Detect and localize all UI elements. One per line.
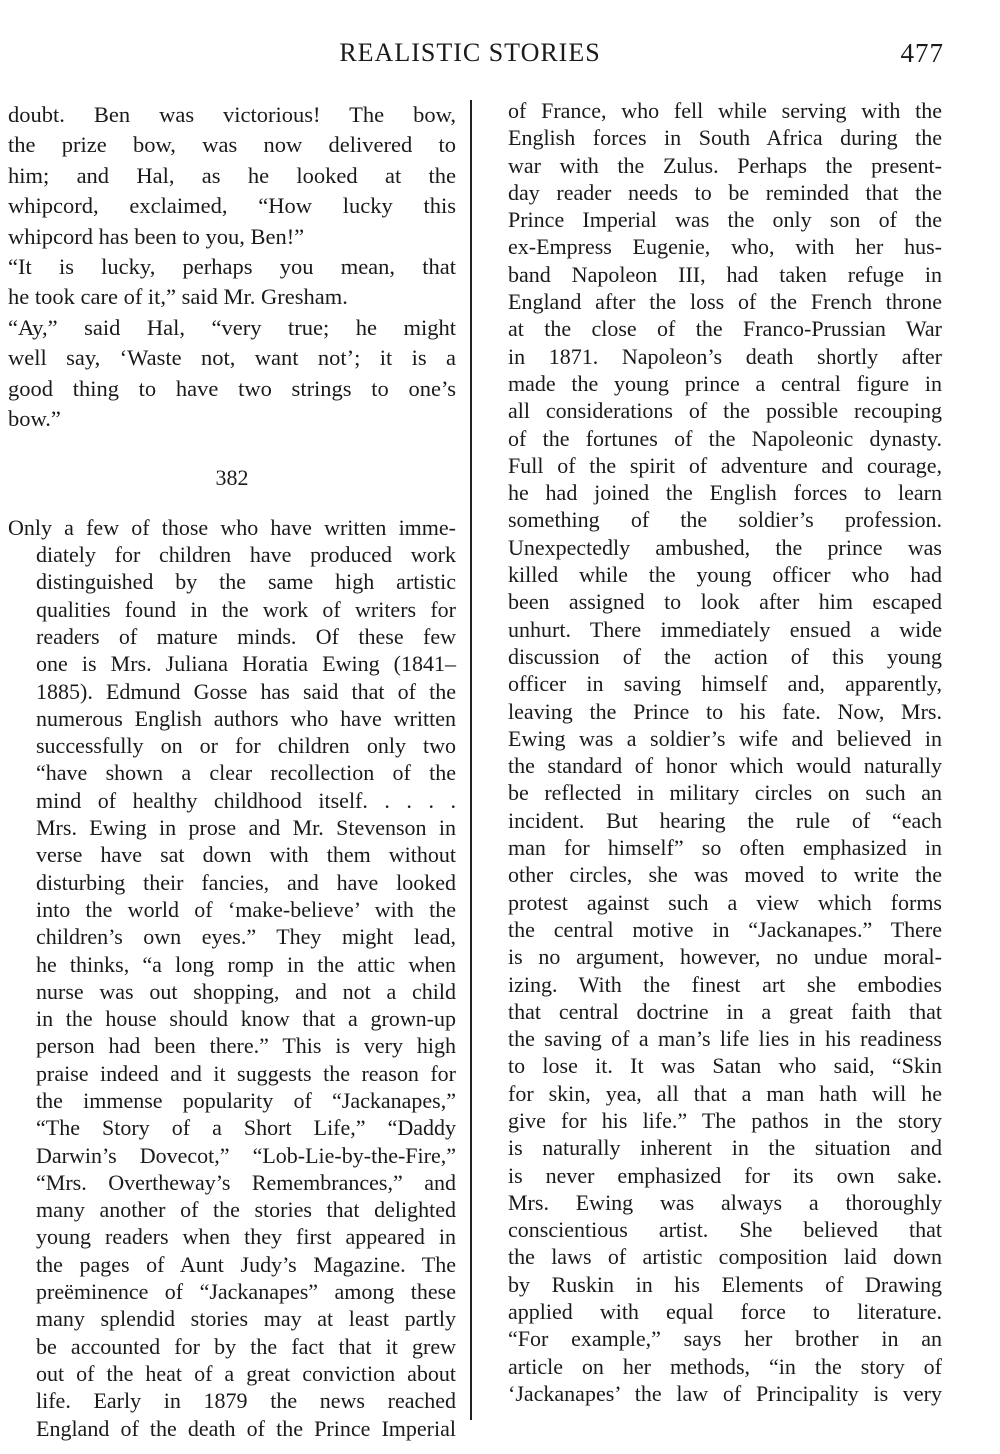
text-line: protest against such a view which forms <box>508 889 942 915</box>
text-line: “Ay,” said Hal, “very true; he might <box>8 314 456 340</box>
text-line: Darwin’s Dovecot,” “Lob-Lie-by-the-Fire,” <box>36 1142 456 1168</box>
text-line: day reader needs to be reminded that the <box>508 179 942 205</box>
text-line: praise indeed and it suggests the reason for <box>36 1060 456 1086</box>
text-line: Only a few of those who have written imme- <box>8 514 456 540</box>
text-line: young readers when they first appeared in <box>36 1224 456 1250</box>
text-line: person had been there.” This is very high <box>36 1033 456 1059</box>
text-line: many splendid stories may at least partly <box>36 1306 456 1332</box>
text-line: he took care of it,” said Mr. Gresham. <box>8 284 348 310</box>
text-line: diately for children have produced work <box>36 542 456 568</box>
text-line: band Napoleon III, had taken refuge in <box>508 261 942 287</box>
text-line: the saving of a man’s life lies in his readiness <box>508 1026 942 1052</box>
text-line: whipcord, exclaimed, “How lucky this <box>8 193 456 219</box>
text-line: all considerations of the possible recouping <box>508 398 942 424</box>
text-line: other circles, she was moved to write the <box>508 862 942 888</box>
page-running-title: REALISTIC STORIES <box>339 38 601 67</box>
text-line: incident. But hearing the rule of “each <box>508 807 942 833</box>
text-line: that central doctrine in a great faith that <box>508 998 942 1024</box>
text-line: 1885). Edmund Gosse has said that of the <box>36 678 456 704</box>
left-column <box>8 100 456 1442</box>
text-line: is never emphasized for its own sake. <box>508 1162 942 1188</box>
text-line: article on her methods, “in the story of <box>508 1353 942 1379</box>
text-line: mind of healthy childhood itself. . . . . <box>36 787 456 813</box>
text-line: man for himself” so often emphasized in <box>508 835 942 861</box>
text-line: “The Story of a Short Life,” “Daddy <box>36 1115 456 1141</box>
story-excerpt <box>8 100 456 434</box>
text-line: been assigned to look after him escaped <box>508 589 942 615</box>
text-line: Unexpectedly ambushed, the prince was <box>508 534 942 560</box>
text-line: Prince Imperial was the only son of the <box>508 207 942 233</box>
text-line: at the close of the Franco-Prussian War <box>508 316 942 342</box>
text-line: the laws of artistic composition laid down <box>508 1244 942 1270</box>
text-line: of France, who fell while serving with the <box>508 98 942 123</box>
text-line: is no argument, however, no undue moral- <box>508 944 942 970</box>
text-line: out of the heat of a great conviction about <box>36 1360 456 1386</box>
text-line: distinguished by the same high artistic <box>36 569 456 595</box>
text-line: he had joined the English forces to learn <box>508 480 942 506</box>
text-line: the standard of honor which would naturally <box>508 753 942 779</box>
text-line: “have shown a clear recollection of the <box>36 760 456 786</box>
right-column <box>508 97 942 1407</box>
text-line: preëminence of “Jackanapes” among these <box>36 1279 456 1305</box>
text-line: “It is lucky, perhaps you mean, that <box>8 254 456 280</box>
text-line: into the world of ‘make-believe’ with the <box>36 896 456 922</box>
introduction-paragraph <box>8 514 456 1442</box>
text-line: disturbing their fancies, and have looked <box>36 869 456 895</box>
text-line: by Ruskin in his Elements of Drawing <box>508 1271 942 1297</box>
text-line: Mrs. Ewing was always a thoroughly <box>508 1189 942 1215</box>
page-number: 477 <box>900 38 944 68</box>
text-line: doubt. Ben was victorious! The bow, <box>8 102 456 127</box>
text-line: qualities found in the work of writers for <box>36 596 456 622</box>
text-line: is naturally inherent in the situation and <box>508 1135 942 1161</box>
text-line: England after the loss of the French throne <box>508 289 942 315</box>
text-line: life. Early in 1879 the news reached <box>36 1388 456 1414</box>
text-line: leaving the Prince to his fate. Now, Mrs. <box>508 698 942 724</box>
text-line: him; and Hal, as he looked at the <box>8 162 456 188</box>
text-line: readers of mature minds. Of these few <box>36 623 456 649</box>
text-line: one is Mrs. Juliana Horatia Ewing (1841– <box>36 651 456 677</box>
text-line: good thing to have two strings to one’s <box>8 375 456 401</box>
text-line: the prize bow, was now delivered to <box>8 132 456 158</box>
text-line: many another of the stories that delighted <box>36 1197 456 1223</box>
section-number: 382 <box>215 465 249 491</box>
text-line: for skin, yea, all that a man hath will he <box>508 1080 942 1106</box>
text-line: ‘Jackanapes’ the law of Principality is very <box>508 1380 942 1406</box>
text-line: in the house should know that a grown-up <box>36 1006 456 1032</box>
text-line: be accounted for by the fact that it grew <box>36 1333 456 1359</box>
text-line: children’s own eyes.” They might lead, <box>36 924 456 950</box>
column-divider <box>470 100 472 1420</box>
text-line: something of the soldier’s profession. <box>508 507 942 533</box>
text-line: the immense popularity of “Jackanapes,” <box>36 1088 456 1113</box>
text-line: the central motive in “Jackanapes.” There <box>508 916 942 942</box>
text-line: nurse was out shopping, and not a child <box>36 978 456 1004</box>
text-line: discussion of the action of this young <box>508 643 942 669</box>
text-line: verse have sat down with them without <box>36 842 456 868</box>
text-line: whipcord has been to you, Ben!” <box>8 223 305 249</box>
text-line: to lose it. It was Satan who said, “Skin <box>508 1053 942 1079</box>
text-line: “For example,” says her brother in an <box>508 1326 942 1352</box>
text-line: numerous English authors who have written <box>36 705 456 731</box>
text-line: unhurt. There immediately ensued a wide <box>508 616 942 642</box>
text-line: war with the Zulus. Perhaps the present- <box>508 152 942 178</box>
text-line: the pages of Aunt Judy’s Magazine. The <box>36 1251 456 1277</box>
text-line: conscientious artist. She believed that <box>508 1217 942 1243</box>
text-line: successfully on or for children only two <box>36 733 456 759</box>
text-line: he thinks, “a long romp in the attic when <box>36 951 456 977</box>
text-line: bow.” <box>8 406 61 432</box>
text-line: applied with equal force to literature. <box>508 1299 942 1325</box>
text-line: Full of the spirit of adventure and courage, <box>508 452 942 478</box>
text-line: of the fortunes of the Napoleonic dynasty. <box>508 425 942 451</box>
text-line: izing. With the finest art she embodies <box>508 971 942 997</box>
text-line: in 1871. Napoleon’s death shortly after <box>508 343 942 369</box>
text-line: well say, ‘Waste not, want not’; it is a <box>8 345 456 371</box>
text-line: Ewing was a soldier’s wife and believed in <box>508 725 942 751</box>
text-line: officer in saving himself and, apparently, <box>508 671 942 697</box>
text-line: England of the death of the Prince Imperial <box>36 1415 456 1441</box>
text-line: be reflected in military circles on such an <box>508 780 942 806</box>
text-line: English forces in South Africa during the <box>508 125 942 151</box>
text-line: made the young prince a central figure in <box>508 370 942 396</box>
text-line: Mrs. Ewing in prose and Mr. Stevenson in <box>36 815 456 841</box>
text-line: killed while the young officer who had <box>508 562 942 588</box>
text-line: ex-Empress Eugenie, who, with her hus- <box>508 234 942 260</box>
text-line: give for his life.” The pathos in the story <box>508 1107 942 1133</box>
text-line: “Mrs. Overtheway’s Remembrances,” and <box>36 1169 456 1195</box>
